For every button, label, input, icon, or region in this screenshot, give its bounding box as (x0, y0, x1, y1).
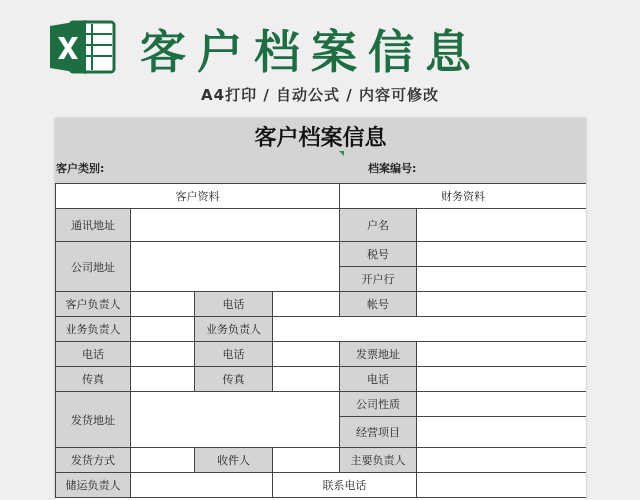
sales-owner-field[interactable] (131, 317, 195, 342)
table-row (56, 209, 587, 242)
page-header (0, 0, 640, 118)
table-row (56, 342, 587, 367)
page-subtitle: A4打印 / 自动公式 / 内容可修改 (201, 86, 439, 104)
label-main-owner: 主要负责人 (340, 448, 417, 473)
label-storage-owner: 储运负责人 (56, 473, 131, 498)
address-field[interactable] (131, 209, 340, 242)
label-phone-1: 电话 (56, 342, 131, 367)
label-fax-2: 传真 (195, 367, 273, 392)
number-label: 档案编号: (368, 162, 417, 175)
label-receiver: 收件人 (195, 448, 273, 473)
table-row (56, 317, 587, 342)
label-sales-owner-2: 业务负责人 (195, 317, 273, 342)
label-shipping-address: 发货地址 (56, 392, 131, 448)
label-sales-owner: 业务负责人 (56, 317, 131, 342)
label-phone: 电话 (195, 292, 273, 317)
bank-field[interactable] (417, 267, 587, 292)
table-row (56, 367, 587, 392)
table-row (56, 184, 587, 209)
label-bank: 开户行 (340, 267, 417, 292)
category-label: 客户类别: (56, 162, 105, 175)
customer-form-table (55, 183, 586, 498)
form-sheet (55, 118, 586, 500)
invoice-address-field[interactable] (417, 342, 587, 367)
tax-number-field[interactable] (417, 242, 587, 267)
phone-field-2[interactable] (273, 342, 340, 367)
receiver-field[interactable] (273, 448, 340, 473)
label-fax-1: 传真 (56, 367, 131, 392)
label-invoice-address: 发票地址 (340, 342, 417, 367)
label-phone-2: 电话 (195, 342, 273, 367)
main-owner-field[interactable] (417, 448, 587, 473)
sheet-title: 客户档案信息 (254, 126, 387, 151)
table-row (56, 242, 587, 267)
contact-phone-field[interactable] (417, 473, 587, 498)
fax-field-1[interactable] (131, 367, 195, 392)
table-row (56, 392, 587, 417)
label-contact-phone: 联系电话 (273, 473, 417, 498)
table-row (56, 473, 587, 498)
label-company-address: 公司地址 (56, 242, 131, 292)
label-shipping-method: 发货方式 (56, 448, 131, 473)
sales-owner-field-2[interactable] (273, 317, 587, 342)
label-tax-number: 税号 (340, 242, 417, 267)
phone-field[interactable] (273, 292, 340, 317)
company-type-field[interactable] (417, 392, 587, 417)
cell-marker-icon (339, 151, 344, 156)
table-row (56, 292, 587, 317)
label-account-name: 户名 (340, 209, 417, 242)
storage-owner-field[interactable] (131, 473, 273, 498)
company-address-field[interactable] (131, 242, 340, 292)
excel-icon (48, 18, 116, 76)
label-customer-owner: 客户负责人 (56, 292, 131, 317)
section-finance: 财务资料 (340, 184, 587, 209)
table-row (56, 448, 587, 473)
label-phone-finance: 电话 (340, 367, 417, 392)
phone-finance-field[interactable] (417, 367, 587, 392)
shipping-method-field[interactable] (131, 448, 195, 473)
label-company-type: 公司性质 (340, 392, 417, 417)
fax-field-2[interactable] (273, 367, 340, 392)
business-scope-field[interactable] (417, 417, 587, 448)
phone-field-1[interactable] (131, 342, 195, 367)
section-customer: 客户资料 (56, 184, 340, 209)
customer-owner-field[interactable] (131, 292, 195, 317)
shipping-address-field[interactable] (131, 392, 340, 448)
label-account-number: 帐号 (340, 292, 417, 317)
account-number-field[interactable] (417, 292, 587, 317)
label-address: 通讯地址 (56, 209, 131, 242)
page-title: 客户档案信息 (140, 25, 482, 79)
account-name-field[interactable] (417, 209, 587, 242)
label-business-scope: 经营项目 (340, 417, 417, 448)
